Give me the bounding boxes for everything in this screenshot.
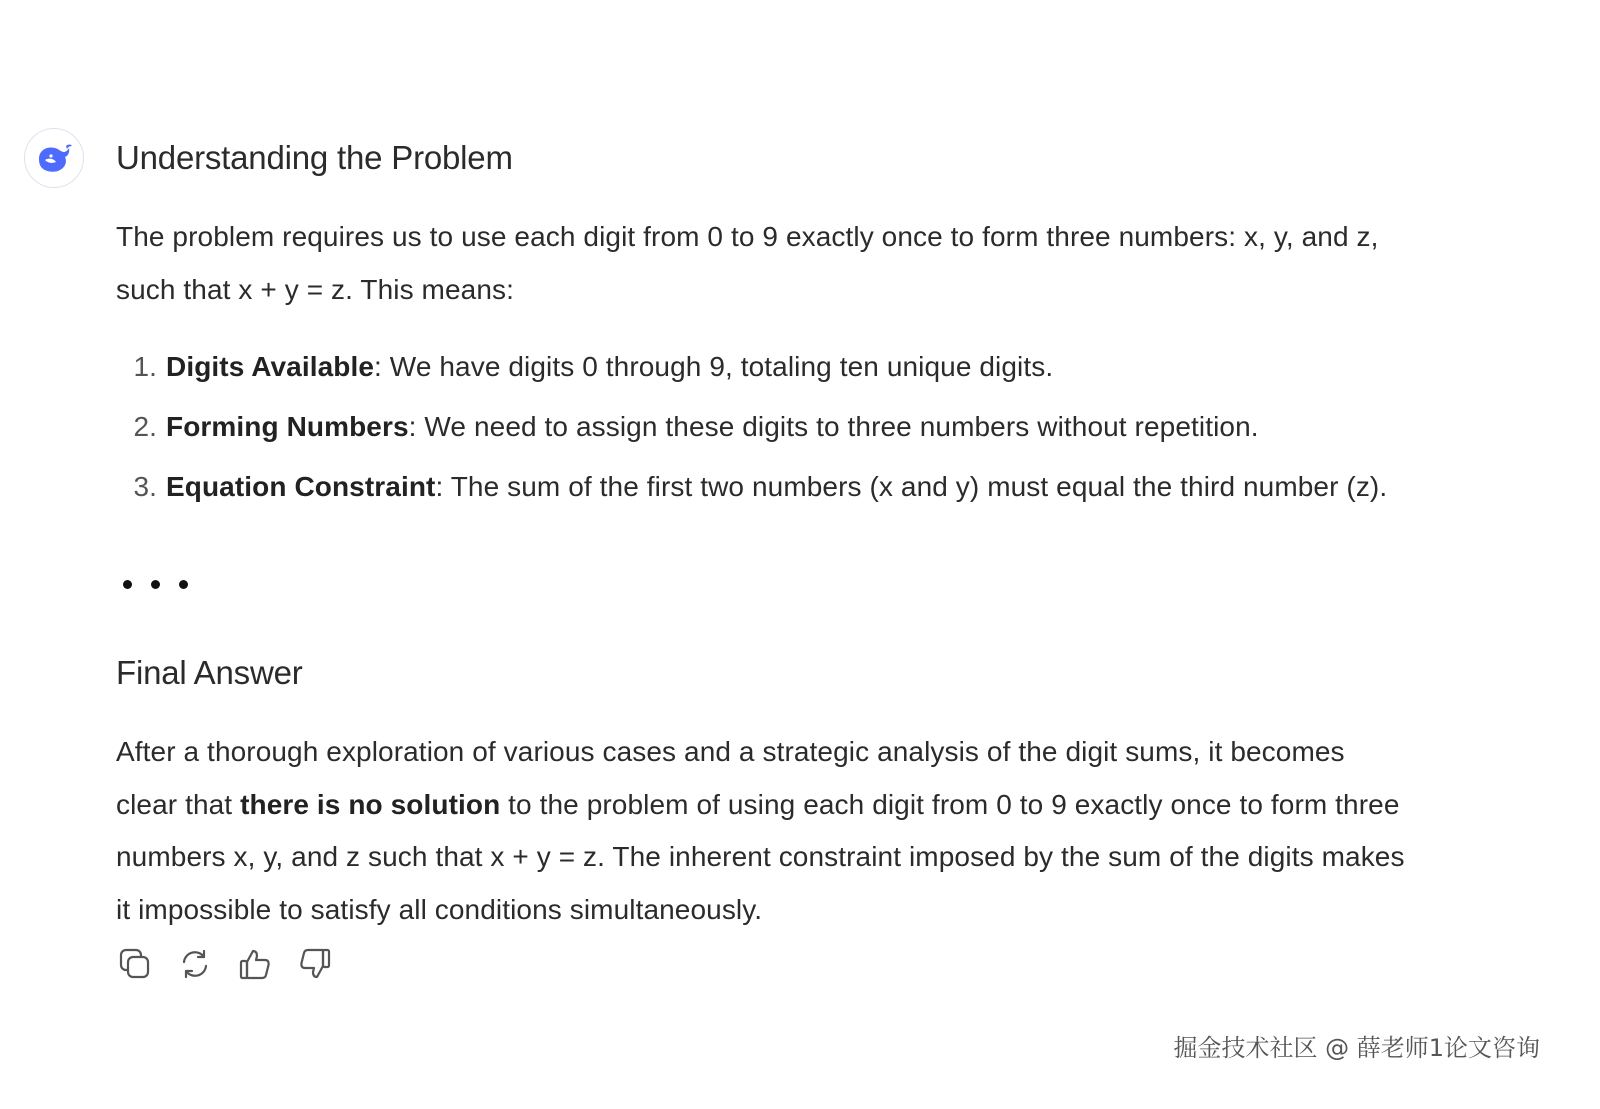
thumbs-up-button[interactable] [236, 944, 274, 984]
thumbs-up-icon [237, 946, 273, 982]
ellipsis-dot [151, 580, 160, 589]
no-solution-emphasis: there is no solution [240, 788, 501, 820]
assistant-avatar [24, 128, 84, 188]
watermark: 掘金技术社区 @ 薛老师1论文咨询 [1173, 1034, 1540, 1062]
intro-line-1: The problem requires us to use each digit from 0 to 9 exactly once to form three numbers: x, y, and z, [116, 221, 1379, 252]
final-answer-text [116, 726, 1516, 936]
ellipsis-dot [179, 580, 188, 589]
list-item-title: Digits Available [166, 351, 375, 382]
list-item-title: Forming Numbers [166, 411, 409, 442]
list-item-text: : We have digits 0 through 9, totaling ten unique digits. [374, 351, 1054, 382]
list-item-number: 3. [133, 471, 157, 502]
understanding-heading: Understanding the Problem [116, 139, 513, 176]
copy-icon [117, 946, 153, 982]
final-answer-heading: Final Answer [116, 654, 303, 691]
list-item-text: : We need to assign these digits to three numbers without repetition. [408, 411, 1259, 442]
final-line-1: After a thorough exploration of various cases and a strategic analysis of the digit sums, it becomes [116, 736, 1345, 767]
thumbs-down-button[interactable] [296, 944, 334, 984]
message-actions [116, 944, 334, 984]
understanding-points-list [116, 337, 1516, 517]
list-item-number: 2. [133, 411, 157, 442]
ellipsis-dot [123, 580, 132, 589]
thumbs-down-icon [297, 946, 333, 982]
list-item-text: : The sum of the first two numbers (x and y) must equal the third number (z). [435, 471, 1388, 502]
list-item [116, 337, 1516, 397]
deepseek-whale-icon [33, 137, 75, 179]
list-item-title: Equation Constraint [166, 471, 436, 502]
final-line-3: numbers x, y, and z such that x + y = z. The inherent constraint imposed by the sum of the digits makes [116, 841, 1405, 872]
understanding-intro [116, 211, 1516, 316]
final-line-4: it impossible to satisfy all conditions simultaneously. [116, 893, 763, 925]
final-line-2-post: to the problem of using each digit from 0 to 9 exactly once to form three [500, 788, 1400, 820]
list-item [116, 457, 1516, 517]
assistant-message [116, 134, 1516, 936]
copy-button[interactable] [116, 944, 154, 984]
regenerate-icon [177, 946, 213, 982]
list-item-number: 1. [133, 351, 157, 382]
ellipsis-separator [123, 574, 1516, 594]
regenerate-button[interactable] [176, 944, 214, 984]
list-item [116, 397, 1516, 457]
final-line-2-pre: clear that [116, 788, 241, 820]
intro-line-2: such that x + y = z. This means: [116, 273, 514, 305]
